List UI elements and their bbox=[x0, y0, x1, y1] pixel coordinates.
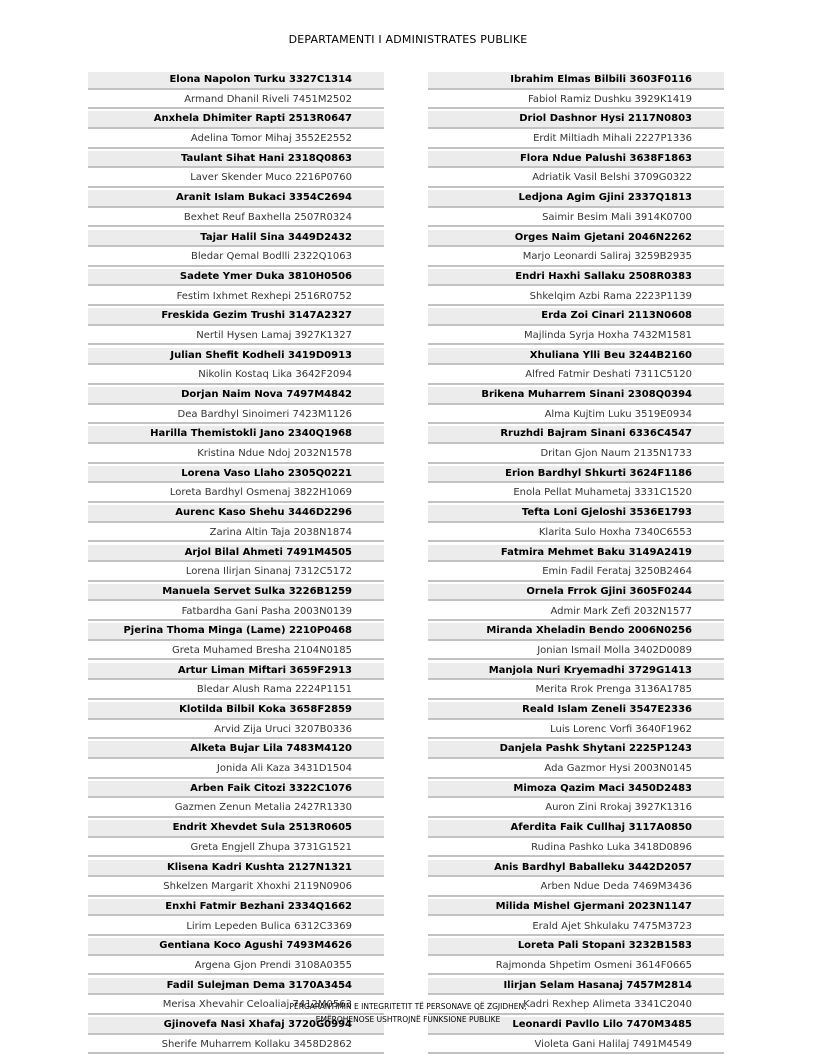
left-name-list bbox=[88, 72, 384, 1056]
list-item: Klarita Sulo Hoxha 7340C6553 bbox=[428, 525, 724, 543]
list-item: Saimir Besim Mali 3914K0700 bbox=[428, 210, 724, 228]
list-item: Miranda Xheladin Bendo 2006N0256 bbox=[428, 623, 724, 641]
list-item: Milida Mishel Gjermani 2023N1147 bbox=[428, 899, 724, 917]
list-item: Kristina Ndue Ndoj 2032N1578 bbox=[88, 446, 384, 464]
list-item: Gentiana Koco Agushi 7493M4626 bbox=[88, 938, 384, 956]
list-item: Loreta Pali Stopani 3232B1583 bbox=[428, 938, 724, 956]
list-item: Greta Muhamed Bresha 2104N0185 bbox=[88, 643, 384, 661]
list-item: Ilirjan Selam Hasanaj 7457M2814 bbox=[428, 978, 724, 996]
list-item: Kadri Rexhep Alimeta 3341C2040 bbox=[428, 997, 724, 1015]
list-item: Klotilda Bilbil Koka 3658F2859 bbox=[88, 702, 384, 720]
list-item: Arjol Bilal Ahmeti 7491M4505 bbox=[88, 545, 384, 563]
list-item: Fatmira Mehmet Baku 3149A2419 bbox=[428, 545, 724, 563]
list-item: Pjerina Thoma Minga (Lame) 2210P0468 bbox=[88, 623, 384, 641]
list-item: Violeta Gani Halilaj 7491M4549 bbox=[428, 1037, 724, 1055]
list-item: Mimoza Qazim Maci 3450D2483 bbox=[428, 781, 724, 799]
list-item: Ornela Frrok Gjini 3605F0244 bbox=[428, 584, 724, 602]
list-item: Alketa Bujar Lila 7483M4120 bbox=[88, 741, 384, 759]
list-item: Nertil Hysen Lamaj 3927K1327 bbox=[88, 328, 384, 346]
list-item: Fatbardha Gani Pasha 2003N0139 bbox=[88, 604, 384, 622]
list-item: Julian Shefit Kodheli 3419D0913 bbox=[88, 348, 384, 366]
list-item: Bexhet Reuf Baxhella 2507R0324 bbox=[88, 210, 384, 228]
list-item: Danjela Pashk Shytani 2225P1243 bbox=[428, 741, 724, 759]
list-item: Fadil Sulejman Dema 3170A3454 bbox=[88, 978, 384, 996]
list-item: Bledar Qemal Bodlli 2322Q1063 bbox=[88, 249, 384, 267]
list-item: Flora Ndue Palushi 3638F1863 bbox=[428, 151, 724, 169]
list-item: Gazmen Zenun Metalia 2427R1330 bbox=[88, 800, 384, 818]
list-item: Dea Bardhyl Sinoimeri 7423M1126 bbox=[88, 407, 384, 425]
list-item: Nikolin Kostaq Lika 3642F2094 bbox=[88, 367, 384, 385]
list-item: Luis Lorenc Vorfi 3640F1962 bbox=[428, 722, 724, 740]
list-item: Manuela Servet Sulka 3226B1259 bbox=[88, 584, 384, 602]
list-item: Harilla Themistokli Jano 2340Q1968 bbox=[88, 426, 384, 444]
list-item: Endri Haxhi Sallaku 2508R0383 bbox=[428, 269, 724, 287]
list-item: Greta Engjell Zhupa 3731G1521 bbox=[88, 840, 384, 858]
list-item: Marjo Leonardi Saliraj 3259B2935 bbox=[428, 249, 724, 267]
list-item: Tefta Loni Gjeloshi 3536E1793 bbox=[428, 505, 724, 523]
list-item: Xhuliana Ylli Beu 3244B2160 bbox=[428, 348, 724, 366]
list-item: Erda Zoi Cinari 2113N0608 bbox=[428, 308, 724, 326]
list-item: Elona Napolon Turku 3327C1314 bbox=[88, 72, 384, 90]
list-item: Tajar Halil Sina 3449D2432 bbox=[88, 230, 384, 248]
list-item: Erion Bardhyl Shkurti 3624F1186 bbox=[428, 466, 724, 484]
list-item: Zarina Altin Taja 2038N1874 bbox=[88, 525, 384, 543]
list-item: Admir Mark Zefi 2032N1577 bbox=[428, 604, 724, 622]
list-item: Auron Zini Rrokaj 3927K1316 bbox=[428, 800, 724, 818]
footer bbox=[0, 1000, 816, 1026]
list-item: Anis Bardhyl Baballeku 3442D2057 bbox=[428, 860, 724, 878]
list-item: Ledjona Agim Gjini 2337Q1813 bbox=[428, 190, 724, 208]
list-item: Adriatik Vasil Belshi 3709G0322 bbox=[428, 170, 724, 188]
list-item: Shkelqim Azbi Rama 2223P1139 bbox=[428, 289, 724, 307]
list-item: Sadete Ymer Duka 3810H0506 bbox=[88, 269, 384, 287]
list-item: Bledar Alush Rama 2224P1151 bbox=[88, 682, 384, 700]
list-item: Ibrahim Elmas Bilbili 3603F0116 bbox=[428, 72, 724, 90]
footer-line-1: PËRGARANTIMIN E INTEGRITETIT TË PERSONAVE QË ZGJIDHEN, bbox=[289, 1002, 527, 1011]
list-item: Erdit Miltiadh Mihali 2227P1336 bbox=[428, 131, 724, 149]
list-item: Enola Pellat Muhametaj 3331C1520 bbox=[428, 485, 724, 503]
list-item: Taulant Sihat Hani 2318Q0863 bbox=[88, 151, 384, 169]
list-item: Gjinovefa Nasi Xhafaj 3720G0994 bbox=[88, 1017, 384, 1035]
list-item: Loreta Bardhyl Osmenaj 3822H1069 bbox=[88, 485, 384, 503]
list-item: Lorena Vaso Llaho 2305Q0221 bbox=[88, 466, 384, 484]
list-item: Lirim Lepeden Bulica 6312C3369 bbox=[88, 919, 384, 937]
footer-line-2: EMËROHENOSE USHTROJNË FUNKSIONE PUBLIKE bbox=[315, 1015, 501, 1024]
list-item: Majlinda Syrja Hoxha 7432M1581 bbox=[428, 328, 724, 346]
list-item: Manjola Nuri Kryemadhi 3729G1413 bbox=[428, 663, 724, 681]
list-item: Lorena Ilirjan Sinanaj 7312C5172 bbox=[88, 564, 384, 582]
list-item: Alfred Fatmir Deshati 7311C5120 bbox=[428, 367, 724, 385]
list-item: Rudina Pashko Luka 3418D0896 bbox=[428, 840, 724, 858]
list-item: Erald Ajet Shkulaku 7475M3723 bbox=[428, 919, 724, 937]
right-name-list bbox=[428, 72, 724, 1056]
list-item: Orges Naim Gjetani 2046N2262 bbox=[428, 230, 724, 248]
list-item: Reald Islam Zeneli 3547E2336 bbox=[428, 702, 724, 720]
list-item: Rruzhdi Bajram Sinani 6336C4547 bbox=[428, 426, 724, 444]
list-item: Merita Rrok Prenga 3136A1785 bbox=[428, 682, 724, 700]
list-item: Laver Skender Muco 2216P0760 bbox=[88, 170, 384, 188]
list-item: Leonardi Pavllo Lilo 7470M3485 bbox=[428, 1017, 724, 1035]
list-item: Endrit Xhevdet Sula 2513R0605 bbox=[88, 820, 384, 838]
list-item: Aferdita Faik Cullhaj 3117A0850 bbox=[428, 820, 724, 838]
list-item: Driol Dashnor Hysi 2117N0803 bbox=[428, 111, 724, 129]
list-item: Aranit Islam Bukaci 3354C2694 bbox=[88, 190, 384, 208]
list-item: Argena Gjon Prendi 3108A0355 bbox=[88, 958, 384, 976]
list-item: Emin Fadil Ferataj 3250B2464 bbox=[428, 564, 724, 582]
list-item: Alma Kujtim Luku 3519E0934 bbox=[428, 407, 724, 425]
list-item: Dorjan Naim Nova 7497M4842 bbox=[88, 387, 384, 405]
list-item: Arben Ndue Deda 7469M3436 bbox=[428, 879, 724, 897]
list-item: Brikena Muharrem Sinani 2308Q0394 bbox=[428, 387, 724, 405]
list-item: Freskida Gezim Trushi 3147A2327 bbox=[88, 308, 384, 326]
list-item: Klisena Kadri Kushta 2127N1321 bbox=[88, 860, 384, 878]
list-item: Arben Faik Citozi 3322C1076 bbox=[88, 781, 384, 799]
list-item: Artur Liman Miftari 3659F2913 bbox=[88, 663, 384, 681]
page-title: DEPARTAMENTI I ADMINISTRATES PUBLIKE bbox=[288, 33, 528, 46]
list-item: Enxhi Fatmir Bezhani 2334Q1662 bbox=[88, 899, 384, 917]
list-item: Sherife Muharrem Kollaku 3458D2862 bbox=[88, 1037, 384, 1055]
list-item: Aurenc Kaso Shehu 3446D2296 bbox=[88, 505, 384, 523]
list-item: Anxhela Dhimiter Rapti 2513R0647 bbox=[88, 111, 384, 129]
list-item: Fabiol Ramiz Dushku 3929K1419 bbox=[428, 92, 724, 110]
list-item: Dritan Gjon Naum 2135N1733 bbox=[428, 446, 724, 464]
list-item: Armand Dhanil Riveli 7451M2502 bbox=[88, 92, 384, 110]
list-item: Ada Gazmor Hysi 2003N0145 bbox=[428, 761, 724, 779]
list-item: Jonian Ismail Molla 3402D0089 bbox=[428, 643, 724, 661]
list-item: Arvid Zija Uruci 3207B0336 bbox=[88, 722, 384, 740]
list-item: Adelina Tomor Mihaj 3552E2552 bbox=[88, 131, 384, 149]
list-item: Merisa Xhevahir Celoaliaj 7412M0563 bbox=[88, 997, 384, 1015]
list-item: Festim Ixhmet Rexhepi 2516R0752 bbox=[88, 289, 384, 307]
list-item: Jonida Ali Kaza 3431D1504 bbox=[88, 761, 384, 779]
list-item: Rajmonda Shpetim Osmeni 3614F0665 bbox=[428, 958, 724, 976]
list-item: Shkelzen Margarit Xhoxhi 2119N0906 bbox=[88, 879, 384, 897]
